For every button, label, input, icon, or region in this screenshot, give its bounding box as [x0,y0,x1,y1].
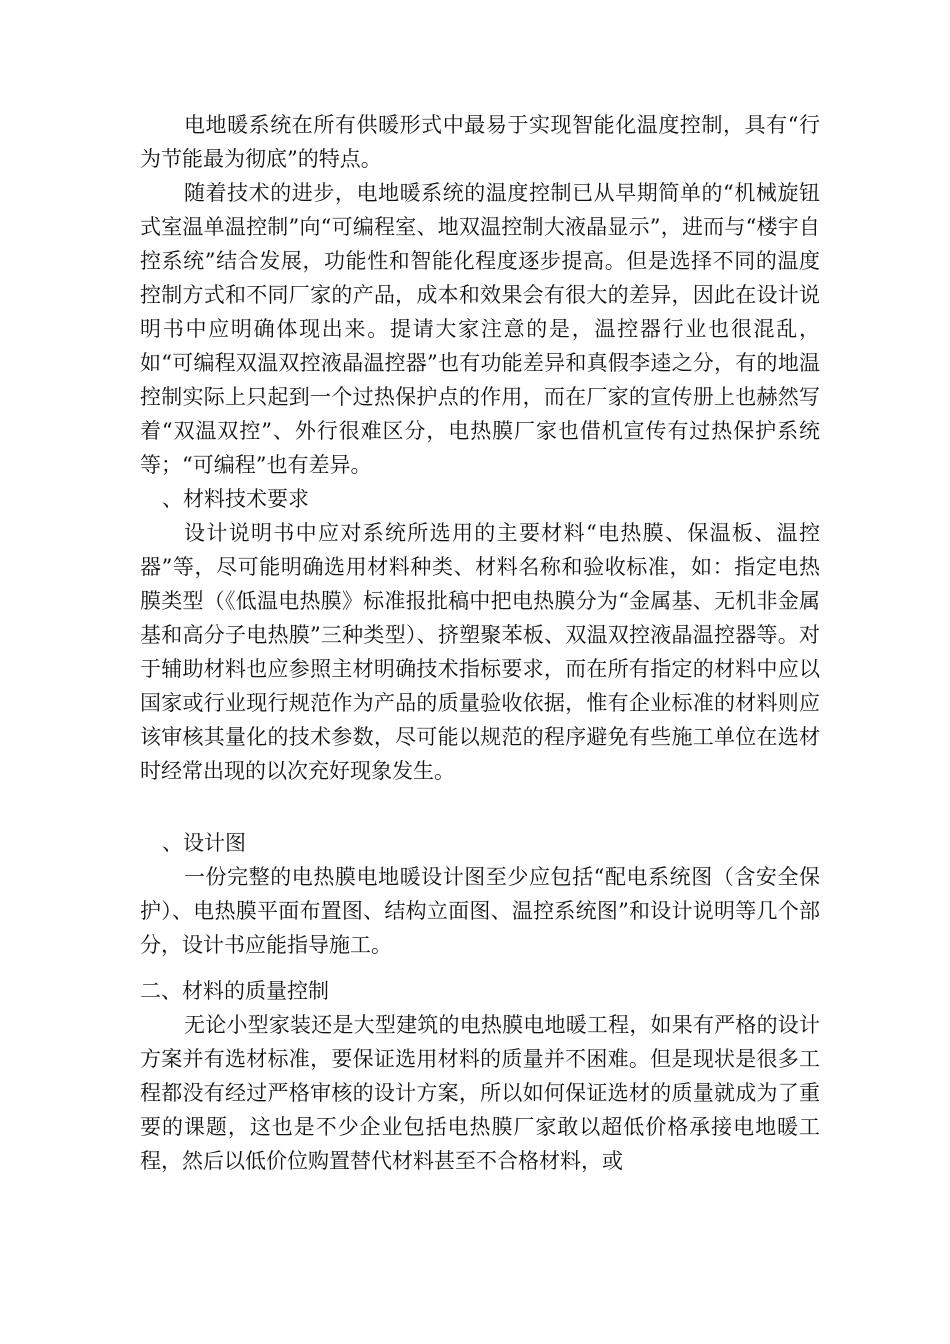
paragraph-temperature-control: 随着技术的进步，电地暖系统的温度控制已从早期简单的“机械旋钮式室温单温控制”向“可编程室、地双温控制大液晶显示”，进而与“楼宇自控系统”结合发展，功能性和智能化程度逐步提高。但是选择不同的温度控制方式和不同厂家的产品，成本和效果会有很大的差异，因此在设计说明书中应明确体现出来。提请大家注意的是，温控器行业也很混乱，如“可编程双温双控液晶温控器”也有功能差异和真假李逵之分，有的地温控制实际上只起到一个过热保护点的作用，而在厂家的宣传册上也赫然写着“双温双控”、外行很难区分，电热膜厂家也借机宣传有过热保护系统等；“可编程”也有差异。 [140,181,820,477]
paragraph-material-selection: 设计说明书中应对系统所选用的主要材料“电热膜、保温板、温控器”等，尽可能明确选用材料种类、材料名称和验收标准，如：指定电热膜类型（《低温电热膜》标准报批稿中把电热膜分为“金属基、无机非金属基和高分子电热膜”三种类型）、挤塑聚苯板、双温双控液晶温控器等。对于辅助材料也应参照主材明确技术指标要求，而在所有指定的材料中应以国家或行业现行规范作为产品的质量验收依据，惟有企业标准的材料则应该审核其量化的技术参数，尽可能以规范的程序避免有些施工单位在选材时经常出现的以次充好现象发生。 [140,521,820,783]
heading-material-requirements: 、材料技术要求 [162,487,309,511]
heading-quality-control: 二、材料的质量控制 [140,979,329,1003]
paragraph-quality-control: 无论小型家装还是大型建筑的电热膜电地暖工程，如果有严格的设计方案并有选材标准，要保证选用材料的质量并不困难。但是现状是很多工程都没有经过严格审核的设计方案，所以如何保证选材的质量就成为了重要的课题，这也是不少企业包括电热膜厂家敢以超低价格承接电地暖工程，然后以低价位购置替代材料甚至不合格材料，或 [140,1013,820,1173]
paragraph-intro: 电地暖系统在所有供暖形式中最易于实现智能化温度控制，具有“行为节能最为彻底”的特点。 [140,113,820,171]
document-body [140,108,820,1178]
paragraph-design-drawings: 一份完整的电热膜电地暖设计图至少应包括“配电系统图（含安全保护）、电热膜平面布置图、结构立面图、温控系统图”和设计说明等几个部分，设计书应能指导施工。 [140,865,820,957]
heading-design-drawings: 、设计图 [162,831,246,855]
